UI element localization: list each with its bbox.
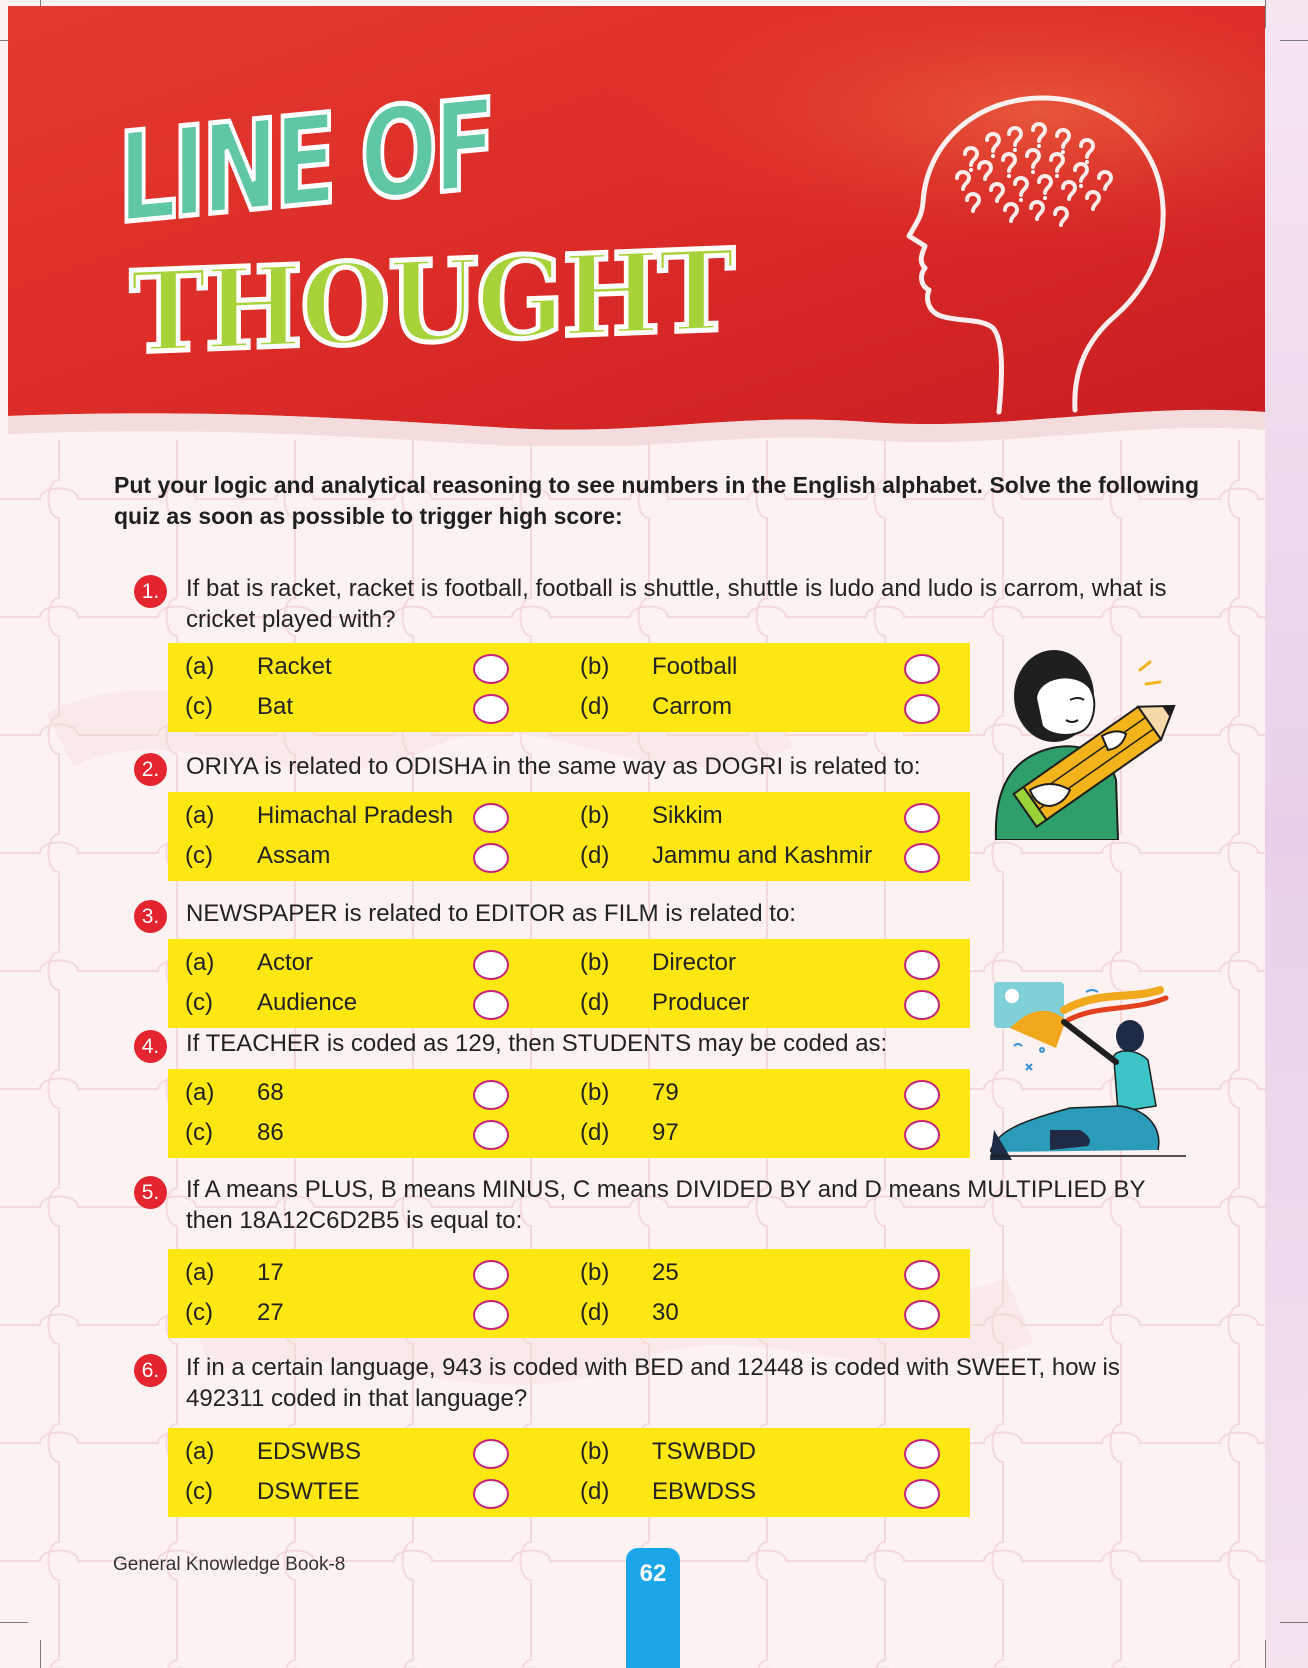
radio-option-c[interactable] bbox=[473, 694, 509, 724]
options-box-3: (a) Actor (b) Director (c) Audience (d) Producer bbox=[168, 939, 970, 1028]
radio-option-a[interactable] bbox=[473, 950, 509, 980]
question-number: 2. bbox=[134, 753, 167, 786]
options-box-5: (a) 17 (b) 25 (c) 27 (d) 30 bbox=[168, 1249, 970, 1338]
brain-head-icon bbox=[905, 90, 1190, 430]
radio-option-b[interactable] bbox=[904, 1260, 940, 1290]
question-text: ORIYA is related to ODISHA in the same way as DOGRI is related to: bbox=[186, 753, 921, 780]
question-number: 4. bbox=[134, 1030, 167, 1063]
radio-option-d[interactable] bbox=[904, 1120, 940, 1150]
radio-option-d[interactable] bbox=[904, 843, 940, 873]
options-box-1: (a) Racket (b) Football (c) Bat (d) Carrom bbox=[168, 643, 970, 732]
radio-option-c[interactable] bbox=[473, 1479, 509, 1509]
radio-option-b[interactable] bbox=[904, 1439, 940, 1469]
page-number: 62 bbox=[639, 1560, 667, 1587]
question-number: 6. bbox=[134, 1354, 167, 1387]
radio-option-a[interactable] bbox=[473, 1439, 509, 1469]
radio-option-c[interactable] bbox=[473, 990, 509, 1020]
title-line-1: LINE OF bbox=[118, 72, 492, 253]
radio-option-b[interactable] bbox=[904, 1080, 940, 1110]
options-box-4: (a) 68 (b) 79 (c) 86 (d) 97 bbox=[168, 1069, 970, 1158]
radio-option-a[interactable] bbox=[473, 803, 509, 833]
radio-option-c[interactable] bbox=[473, 1120, 509, 1150]
radio-option-a[interactable] bbox=[473, 1080, 509, 1110]
radio-option-d[interactable] bbox=[904, 1300, 940, 1330]
question-text: If TEACHER is coded as 129, then STUDENTS may be coded as: bbox=[186, 1030, 888, 1057]
crop-mark bbox=[1265, 1640, 1266, 1668]
radio-option-d[interactable] bbox=[904, 694, 940, 724]
intro-text: Put your logic and analytical reasoning to see numbers in the English alphabet. Solve the following quiz as soon as possible to trigger high score: bbox=[114, 472, 1200, 529]
question-text: If A means PLUS, B means MINUS, C means DIVIDED BY and D means MULTIPLIED BY then 18A12C6D2B5 is equal to: bbox=[186, 1176, 1146, 1234]
radio-option-d[interactable] bbox=[904, 1479, 940, 1509]
radio-option-c[interactable] bbox=[473, 843, 509, 873]
page-edge-strip bbox=[1265, 0, 1308, 1668]
radio-option-b[interactable] bbox=[904, 803, 940, 833]
crop-mark bbox=[1280, 40, 1308, 41]
radio-option-a[interactable] bbox=[473, 1260, 509, 1290]
question-number: 1. bbox=[134, 575, 167, 608]
girl-painting-illustration bbox=[990, 980, 1200, 1160]
footer-book-title: General Knowledge Book-8 bbox=[113, 1554, 346, 1575]
radio-option-a[interactable] bbox=[473, 654, 509, 684]
crop-mark bbox=[1280, 1622, 1308, 1623]
crop-mark bbox=[0, 1622, 28, 1623]
question-number: 5. bbox=[134, 1176, 167, 1209]
title-line-2: THOUGHT bbox=[130, 225, 733, 379]
radio-option-c[interactable] bbox=[473, 1300, 509, 1330]
question-text: If bat is racket, racket is football, football is shuttle, shuttle is ludo and ludo is carrom, what is cricket played with? bbox=[186, 575, 1167, 633]
question-text: NEWSPAPER is related to EDITOR as FILM is related to: bbox=[186, 900, 796, 927]
options-box-2: (a) Himachal Pradesh (b) Sikkim (c) Assam (d) Jammu and Kashmir bbox=[168, 792, 970, 881]
question-number: 3. bbox=[134, 900, 167, 933]
radio-option-d[interactable] bbox=[904, 990, 940, 1020]
crop-mark bbox=[1265, 0, 1266, 28]
radio-option-b[interactable] bbox=[904, 654, 940, 684]
crop-mark bbox=[40, 1640, 41, 1668]
radio-option-b[interactable] bbox=[904, 950, 940, 980]
girl-with-pencil-illustration bbox=[990, 640, 1190, 840]
question-text: If in a certain language, 943 is coded with BED and 12448 is coded with SWEET, how is 492311 coded in that language? bbox=[186, 1354, 1120, 1412]
options-box-6: (a) EDSWBS (b) TSWBDD (c) DSWTEE (d) EBWDSS bbox=[168, 1428, 970, 1517]
